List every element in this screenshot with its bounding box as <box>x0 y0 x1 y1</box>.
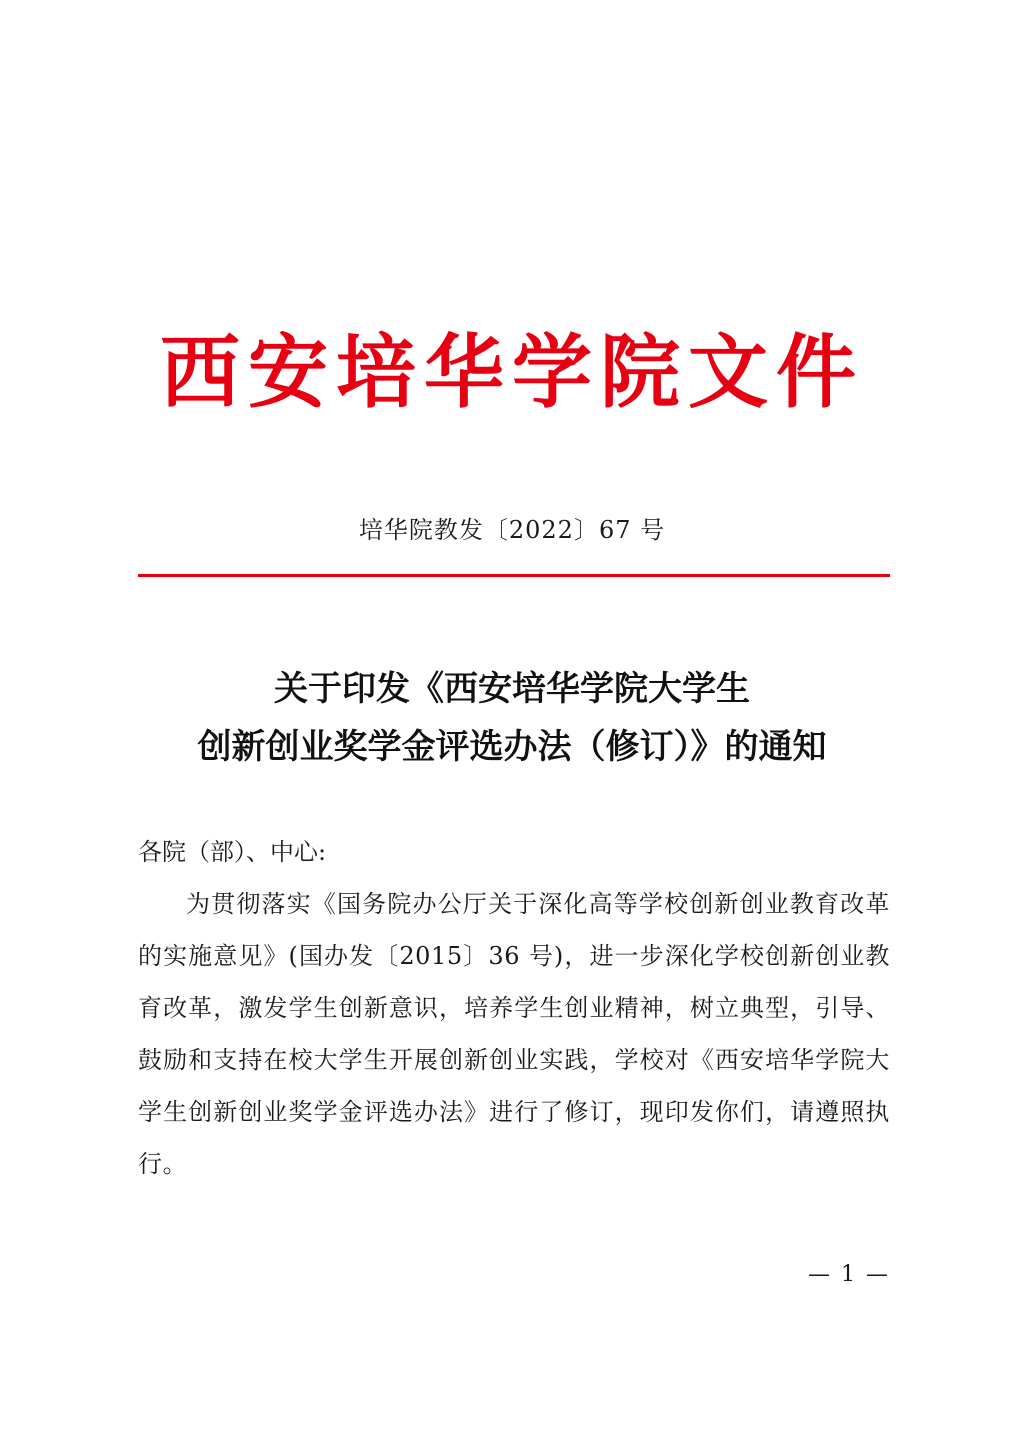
red-divider-line <box>138 574 890 577</box>
title-line-2: 创新创业奖学金评选办法（修订）》的通知 <box>197 727 827 767</box>
document-number: 培华院教发〔2022〕67 号 <box>358 516 666 544</box>
title-line-1: 关于印发《西安培华学院大学生 <box>274 669 750 709</box>
salutation: 各院（部）、中心: <box>138 838 327 866</box>
document-masthead: 西安培华学院文件 <box>160 325 864 419</box>
document-title <box>0 660 1024 776</box>
page-number: — 1 — <box>808 1262 890 1287</box>
document-body <box>138 826 890 1190</box>
body-paragraph: 为贯彻落实《国务院办公厅关于深化高等学校创新创业教育改革的实施意见》(国办发〔2015〕36 号)，进一步深化学校创新创业教育改革，激发学生创新意识，培养学生创业精神，树立典型，引导、鼓励和支持在校大学生开展创新创业实践，学校对《西安培华学院大学生创新创业奖学金评选办法》进行了修订，现印发你们，请遵照执行。 <box>138 890 890 1178</box>
